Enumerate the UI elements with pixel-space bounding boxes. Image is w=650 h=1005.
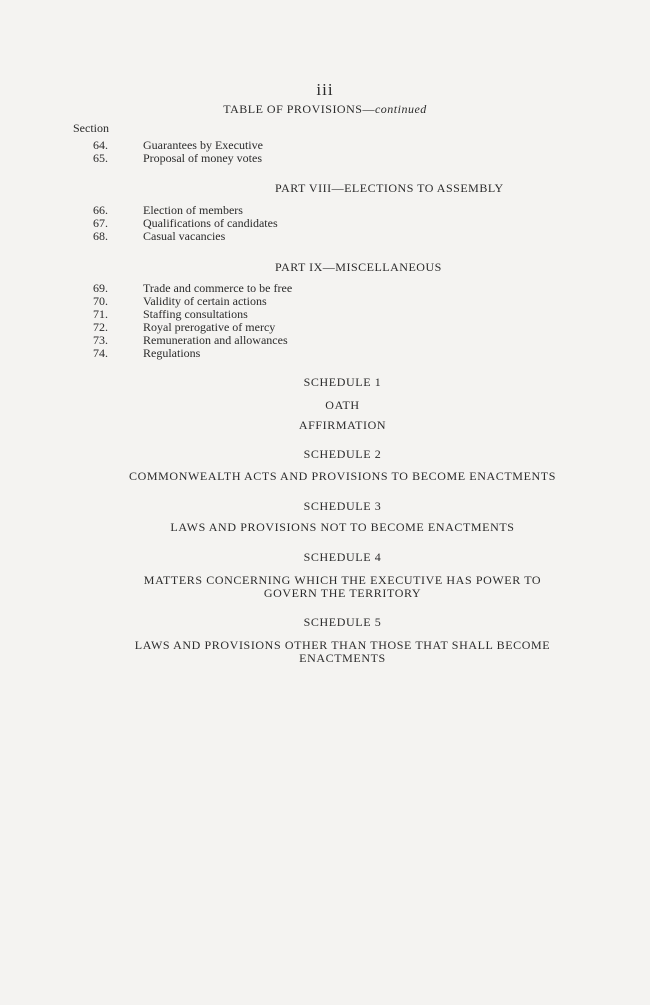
provision-title: Qualifications of candidates (143, 216, 278, 230)
provision-group-continued (0, 139, 650, 165)
schedule-2-label: SCHEDULE 2 (303, 447, 382, 461)
provision-title: Royal prerogative of mercy (143, 320, 276, 334)
provision-group-part-ix (0, 282, 650, 360)
provision-number: 73. (93, 333, 108, 347)
toc-title-text: TABLE OF PROVISIONS (223, 102, 363, 116)
provision-row (0, 152, 650, 165)
toc-title-separator: — (362, 102, 375, 116)
provision-title: Casual vacancies (143, 229, 226, 243)
provision-title: Election of members (143, 203, 243, 217)
provision-number: 65. (93, 151, 108, 165)
provision-title: Regulations (143, 346, 201, 360)
schedule-4-title-line-1: MATTERS CONCERNING WHICH THE EXECUTIVE HAS POWER TO (143, 573, 542, 587)
toc-title-continued: continued (374, 102, 427, 116)
section-column-label: Section (73, 121, 109, 135)
provision-title: Proposal of money votes (143, 151, 262, 165)
schedule-1-affirmation: AFFIRMATION (298, 418, 387, 432)
page-number: iii (316, 80, 334, 99)
schedule-3-label: SCHEDULE 3 (303, 499, 382, 513)
schedule-5-title-line-2: ENACTMENTS (299, 651, 386, 665)
provision-number: 74. (93, 346, 108, 360)
provision-number: 69. (93, 281, 108, 295)
provision-title: Trade and commerce to be free (143, 281, 293, 295)
toc-title (0, 102, 650, 117)
part-heading-viii: PART VIII—ELECTIONS TO ASSEMBLY (275, 181, 504, 195)
provision-number: 67. (93, 216, 108, 230)
schedule-3-title: LAWS AND PROVISIONS NOT TO BECOME ENACTMENTS (170, 520, 515, 534)
provision-number: 68. (93, 229, 108, 243)
schedule-4-title-line-2: GOVERN THE TERRITORY (263, 586, 422, 600)
provision-title: Guarantees by Executive (143, 138, 263, 152)
provision-title: Staffing consultations (143, 307, 248, 321)
schedule-5-label: SCHEDULE 5 (303, 615, 382, 629)
schedule-1-oath: OATH (325, 398, 360, 412)
schedule-2-title: COMMONWEALTH ACTS AND PROVISIONS TO BECOME ENACTMENTS (129, 469, 556, 483)
provision-number: 70. (93, 294, 108, 308)
schedule-5-title-line-1: LAWS AND PROVISIONS OTHER THAN THOSE THAT SHALL BECOME (134, 638, 551, 652)
schedule-1-label: SCHEDULE 1 (303, 375, 382, 389)
provision-number: 72. (93, 320, 108, 334)
provision-row (0, 230, 650, 243)
provision-number: 71. (93, 307, 108, 321)
provision-number: 66. (93, 203, 108, 217)
provision-row (0, 347, 650, 360)
provision-number: 64. (93, 138, 108, 152)
provision-title: Remuneration and allowances (143, 333, 288, 347)
part-heading-ix: PART IX—MISCELLANEOUS (275, 260, 442, 274)
schedule-4-label: SCHEDULE 4 (303, 550, 382, 564)
provision-title: Validity of certain actions (143, 294, 267, 308)
provision-group-part-viii (0, 204, 650, 243)
